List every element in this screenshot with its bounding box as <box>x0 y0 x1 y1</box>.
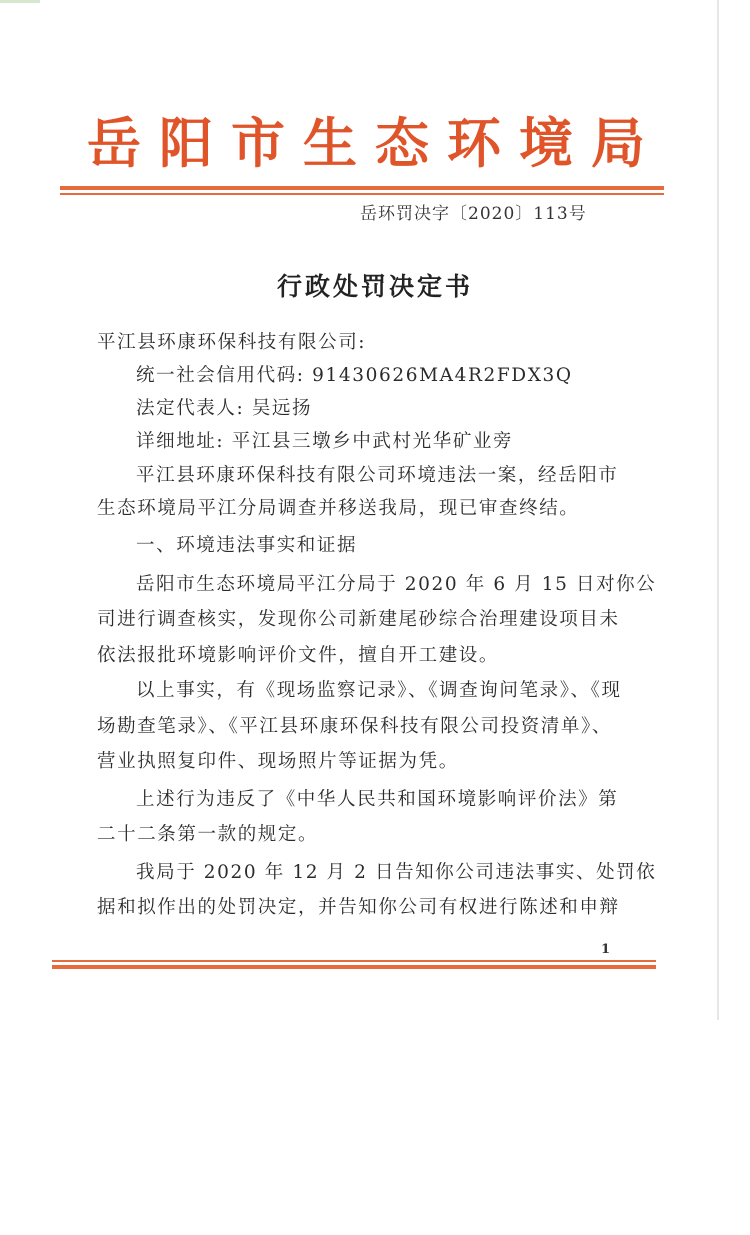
body-text-line: 以上事实，有《现场监察记录》、《调查询问笔录》、《现 <box>136 680 622 701</box>
footer-rule-thin <box>52 960 656 962</box>
body-text-line: 生态环境局平江分局调查并移送我局，现已审查终结。 <box>97 498 580 519</box>
document-number: 岳环罚决字〔2020〕113号 <box>360 204 587 224</box>
page-number: 1 <box>601 942 611 957</box>
address-line: 详细地址: 平江县三墩乡中武村光华矿业旁 <box>136 431 514 452</box>
body-text-line: 营业执照复印件、现场照片等证据为凭。 <box>97 751 459 772</box>
body-text-line: 上述行为违反了《中华人民共和国环境影响评价法》第 <box>136 789 619 810</box>
document-title: 行政处罚决定书 <box>276 272 473 301</box>
agency-header-title: 岳阳市生态环境局 <box>87 111 663 175</box>
body-text-line: 平江县环康环保科技有限公司环境违法一案，经岳阳市 <box>136 465 619 486</box>
body-text-line: 据和拟作出的处罚决定，并告知你公司有权进行陈述和申辩 <box>97 897 620 918</box>
header-rule-thin <box>60 193 664 195</box>
legal-rep-line: 法定代表人: 吴远扬 <box>136 398 313 419</box>
header-rule-thick <box>60 186 664 190</box>
credit-code-line: 统一社会信用代码: 91430626MA4R2FDX3Q <box>136 365 573 386</box>
body-text-line: 岳阳市生态环境局平江分局于 2020 年 6 月 15 日对你公 <box>136 574 657 595</box>
scan-edge-mark <box>0 0 40 3</box>
section-heading: 一、环境违法事实和证据 <box>136 535 358 556</box>
footer-rule-thick <box>52 965 656 969</box>
body-text-line: 依法报批环境影响评价文件，擅自开工建设。 <box>97 645 500 666</box>
body-text-line: 场勘查笔录》、《平江县环康环保科技有限公司投资清单》、 <box>97 716 612 737</box>
addressee-line: 平江县环康环保科技有限公司: <box>97 332 367 353</box>
body-text-line: 二十二条第一款的规定。 <box>97 824 319 845</box>
body-text-line: 我局于 2020 年 12 月 2 日告知你公司违法事实、处罚依 <box>136 862 657 883</box>
body-text-line: 司进行调查核实，发现你公司新建尾砂综合治理建设项目未 <box>97 609 620 630</box>
